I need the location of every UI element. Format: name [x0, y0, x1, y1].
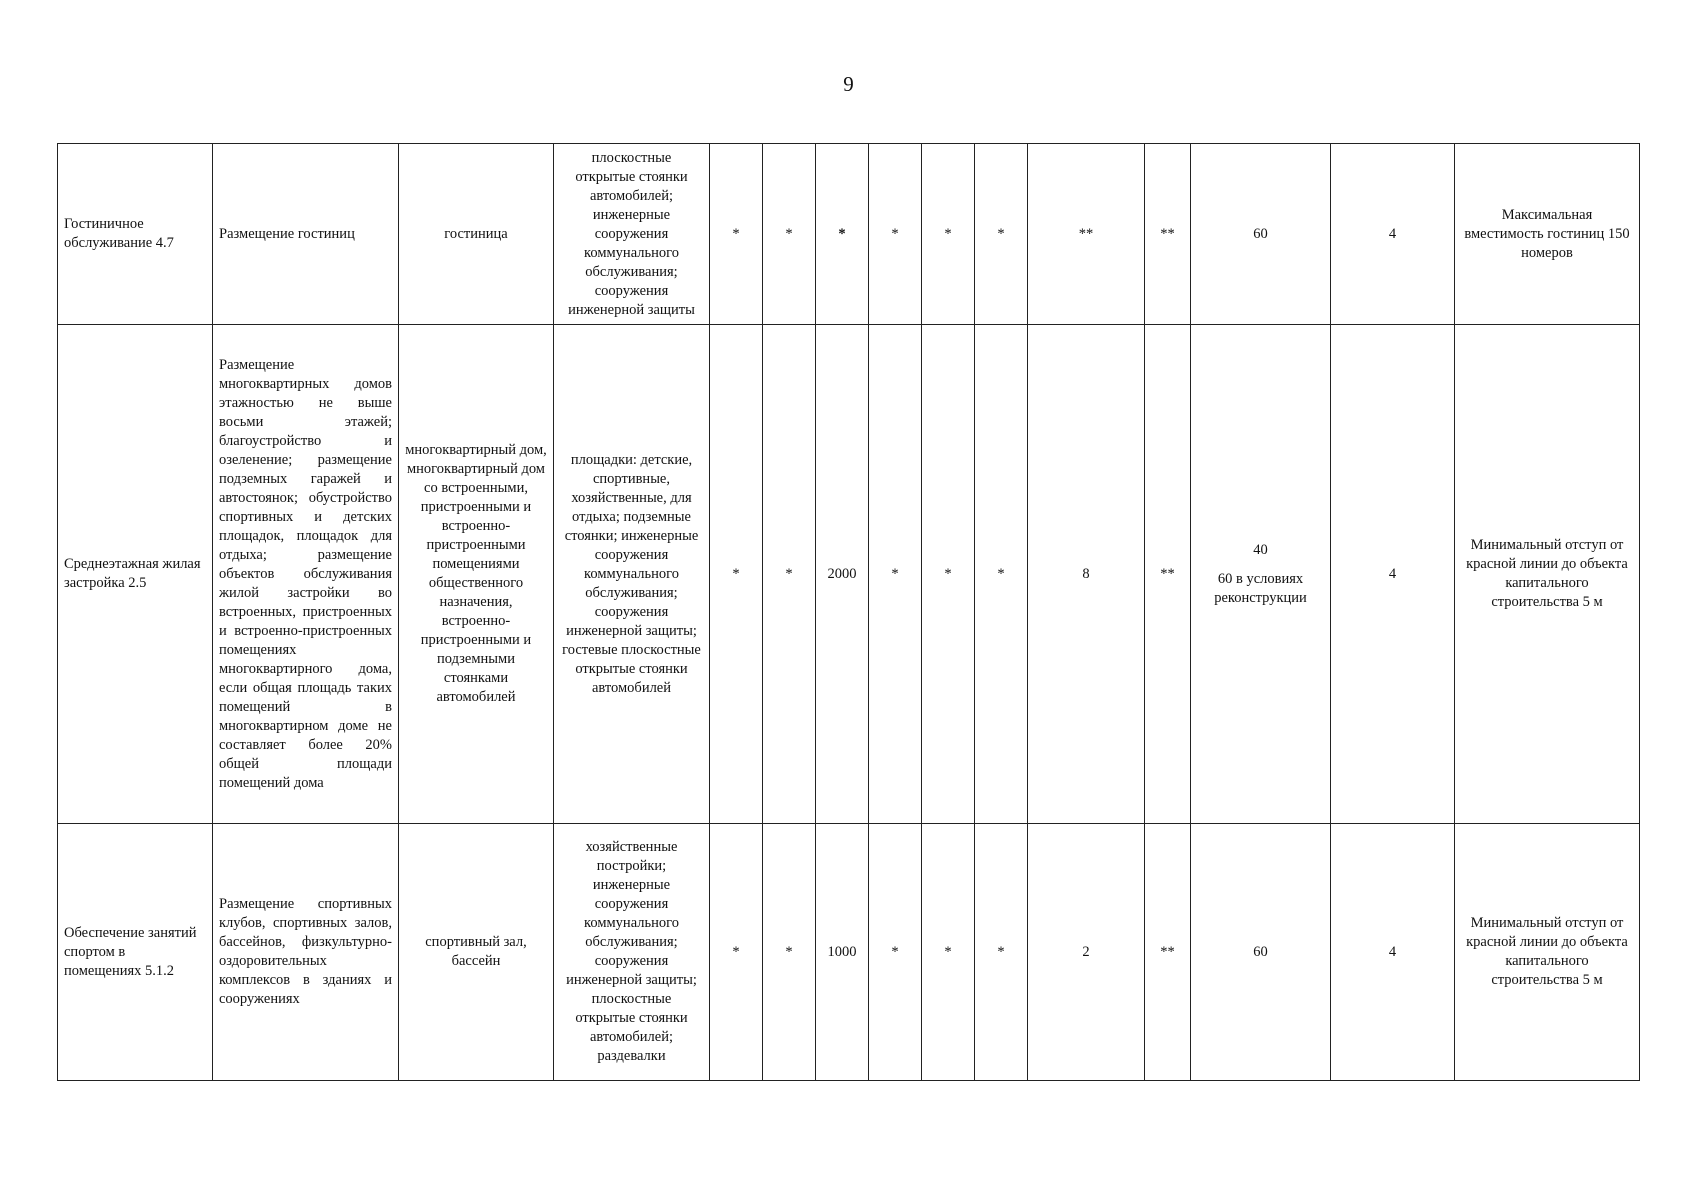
- permitted-objects: гостиница: [399, 144, 554, 325]
- build-percent-cell: [1191, 144, 1331, 325]
- param-cell: *: [975, 325, 1028, 824]
- param-cell: *: [869, 824, 922, 1081]
- param-cell: *: [869, 144, 922, 325]
- auxiliary-objects: площадки: детские, спортивные, хозяйственные, для отдыха; подземные стоянки; инженерные сооружения коммунального обслуживания; сооружения инженерной защиты; гостевые плоскостные открытые стоянки автомобилей: [554, 325, 710, 824]
- auxiliary-objects: хозяйственные постройки; инженерные сооружения коммунального обслуживания; сооружения инженерной защиты; плоскостные открытые стоянки автомобилей; раздевалки: [554, 824, 710, 1081]
- page-number: 9: [843, 72, 854, 96]
- param-cell: *: [922, 325, 975, 824]
- param-cell: *: [869, 325, 922, 824]
- use-description: Размещение многоквартирных домов этажностью не выше восьми этажей; благоустройство и озеленение; размещение подземных гаражей и автостоянок; обустройство спортивных и детских площадок, площадок для отдыха; размещение объектов обслуживания жилой застройки во встроенных, пристроенных и встроенно-пристроенных помещениях многоквартирного дома, если общая площадь таких помещений в многоквартирном доме не составляет более 20% общей площади помещений дома: [213, 325, 399, 824]
- use-description: Размещение гостиниц: [213, 144, 399, 325]
- param-cell: 2: [1028, 824, 1145, 1081]
- param-cell: *: [816, 144, 869, 325]
- land-use-regulations-table: [57, 143, 1640, 1081]
- build-percent-cell: [1191, 824, 1331, 1081]
- build-percent-cell: [1191, 325, 1331, 824]
- build-percent-extra: 60 в условиях реконструкции: [1214, 570, 1307, 606]
- param-cell: **: [1145, 824, 1191, 1081]
- build-percent-value: 60: [1253, 225, 1268, 242]
- auxiliary-objects: плоскостные открытые стоянки автомобилей; инженерные сооружения коммунального обслуживания; сооружения инженерной защиты: [554, 144, 710, 325]
- use-type-name: Обеспечение занятий спортом в помещениях 5.1.2: [58, 824, 213, 1081]
- table-row: [58, 824, 1640, 1081]
- param-cell: 4: [1331, 325, 1455, 824]
- param-cell: **: [1145, 325, 1191, 824]
- param-cell: 4: [1331, 824, 1455, 1081]
- param-cell: *: [975, 824, 1028, 1081]
- permitted-objects: многоквартирный дом, многоквартирный дом со встроенными, пристроенными и встроенно-пристроенными помещениями общественного назначения, встроенно-пристроенными и подземными стоянками автомобилей: [399, 325, 554, 824]
- note-cell: Минимальный отступ от красной линии до объекта капитального строительства 5 м: [1455, 824, 1640, 1081]
- param-cell: *: [763, 824, 816, 1081]
- build-percent-value: 40: [1253, 541, 1268, 558]
- table-row: [58, 325, 1640, 824]
- use-type-name: Среднеэтажная жилая застройка 2.5: [58, 325, 213, 824]
- param-cell: 1000: [816, 824, 869, 1081]
- note-cell: Минимальный отступ от красной линии до объекта капитального строительства 5 м: [1455, 325, 1640, 824]
- param-cell: 4: [1331, 144, 1455, 325]
- use-type-name: Гостиничное обслуживание 4.7: [58, 144, 213, 325]
- param-cell: **: [1028, 144, 1145, 325]
- param-cell: *: [710, 824, 763, 1081]
- param-cell: 8: [1028, 325, 1145, 824]
- permitted-objects: спортивный зал, бассейн: [399, 824, 554, 1081]
- param-cell: *: [763, 325, 816, 824]
- use-description: Размещение спортивных клубов, спортивных залов, бассейнов, физкультурно-оздоровительных комплексов в зданиях и сооружениях: [213, 824, 399, 1081]
- table-row: [58, 144, 1640, 325]
- note-cell: Максимальная вместимость гостиниц 150 номеров: [1455, 144, 1640, 325]
- build-percent-value: 60: [1253, 943, 1268, 960]
- param-cell: *: [922, 144, 975, 325]
- param-cell: *: [922, 824, 975, 1081]
- param-cell: *: [763, 144, 816, 325]
- param-cell: *: [710, 325, 763, 824]
- param-cell: 2000: [816, 325, 869, 824]
- param-cell: **: [1145, 144, 1191, 325]
- param-cell: *: [975, 144, 1028, 325]
- param-cell: *: [710, 144, 763, 325]
